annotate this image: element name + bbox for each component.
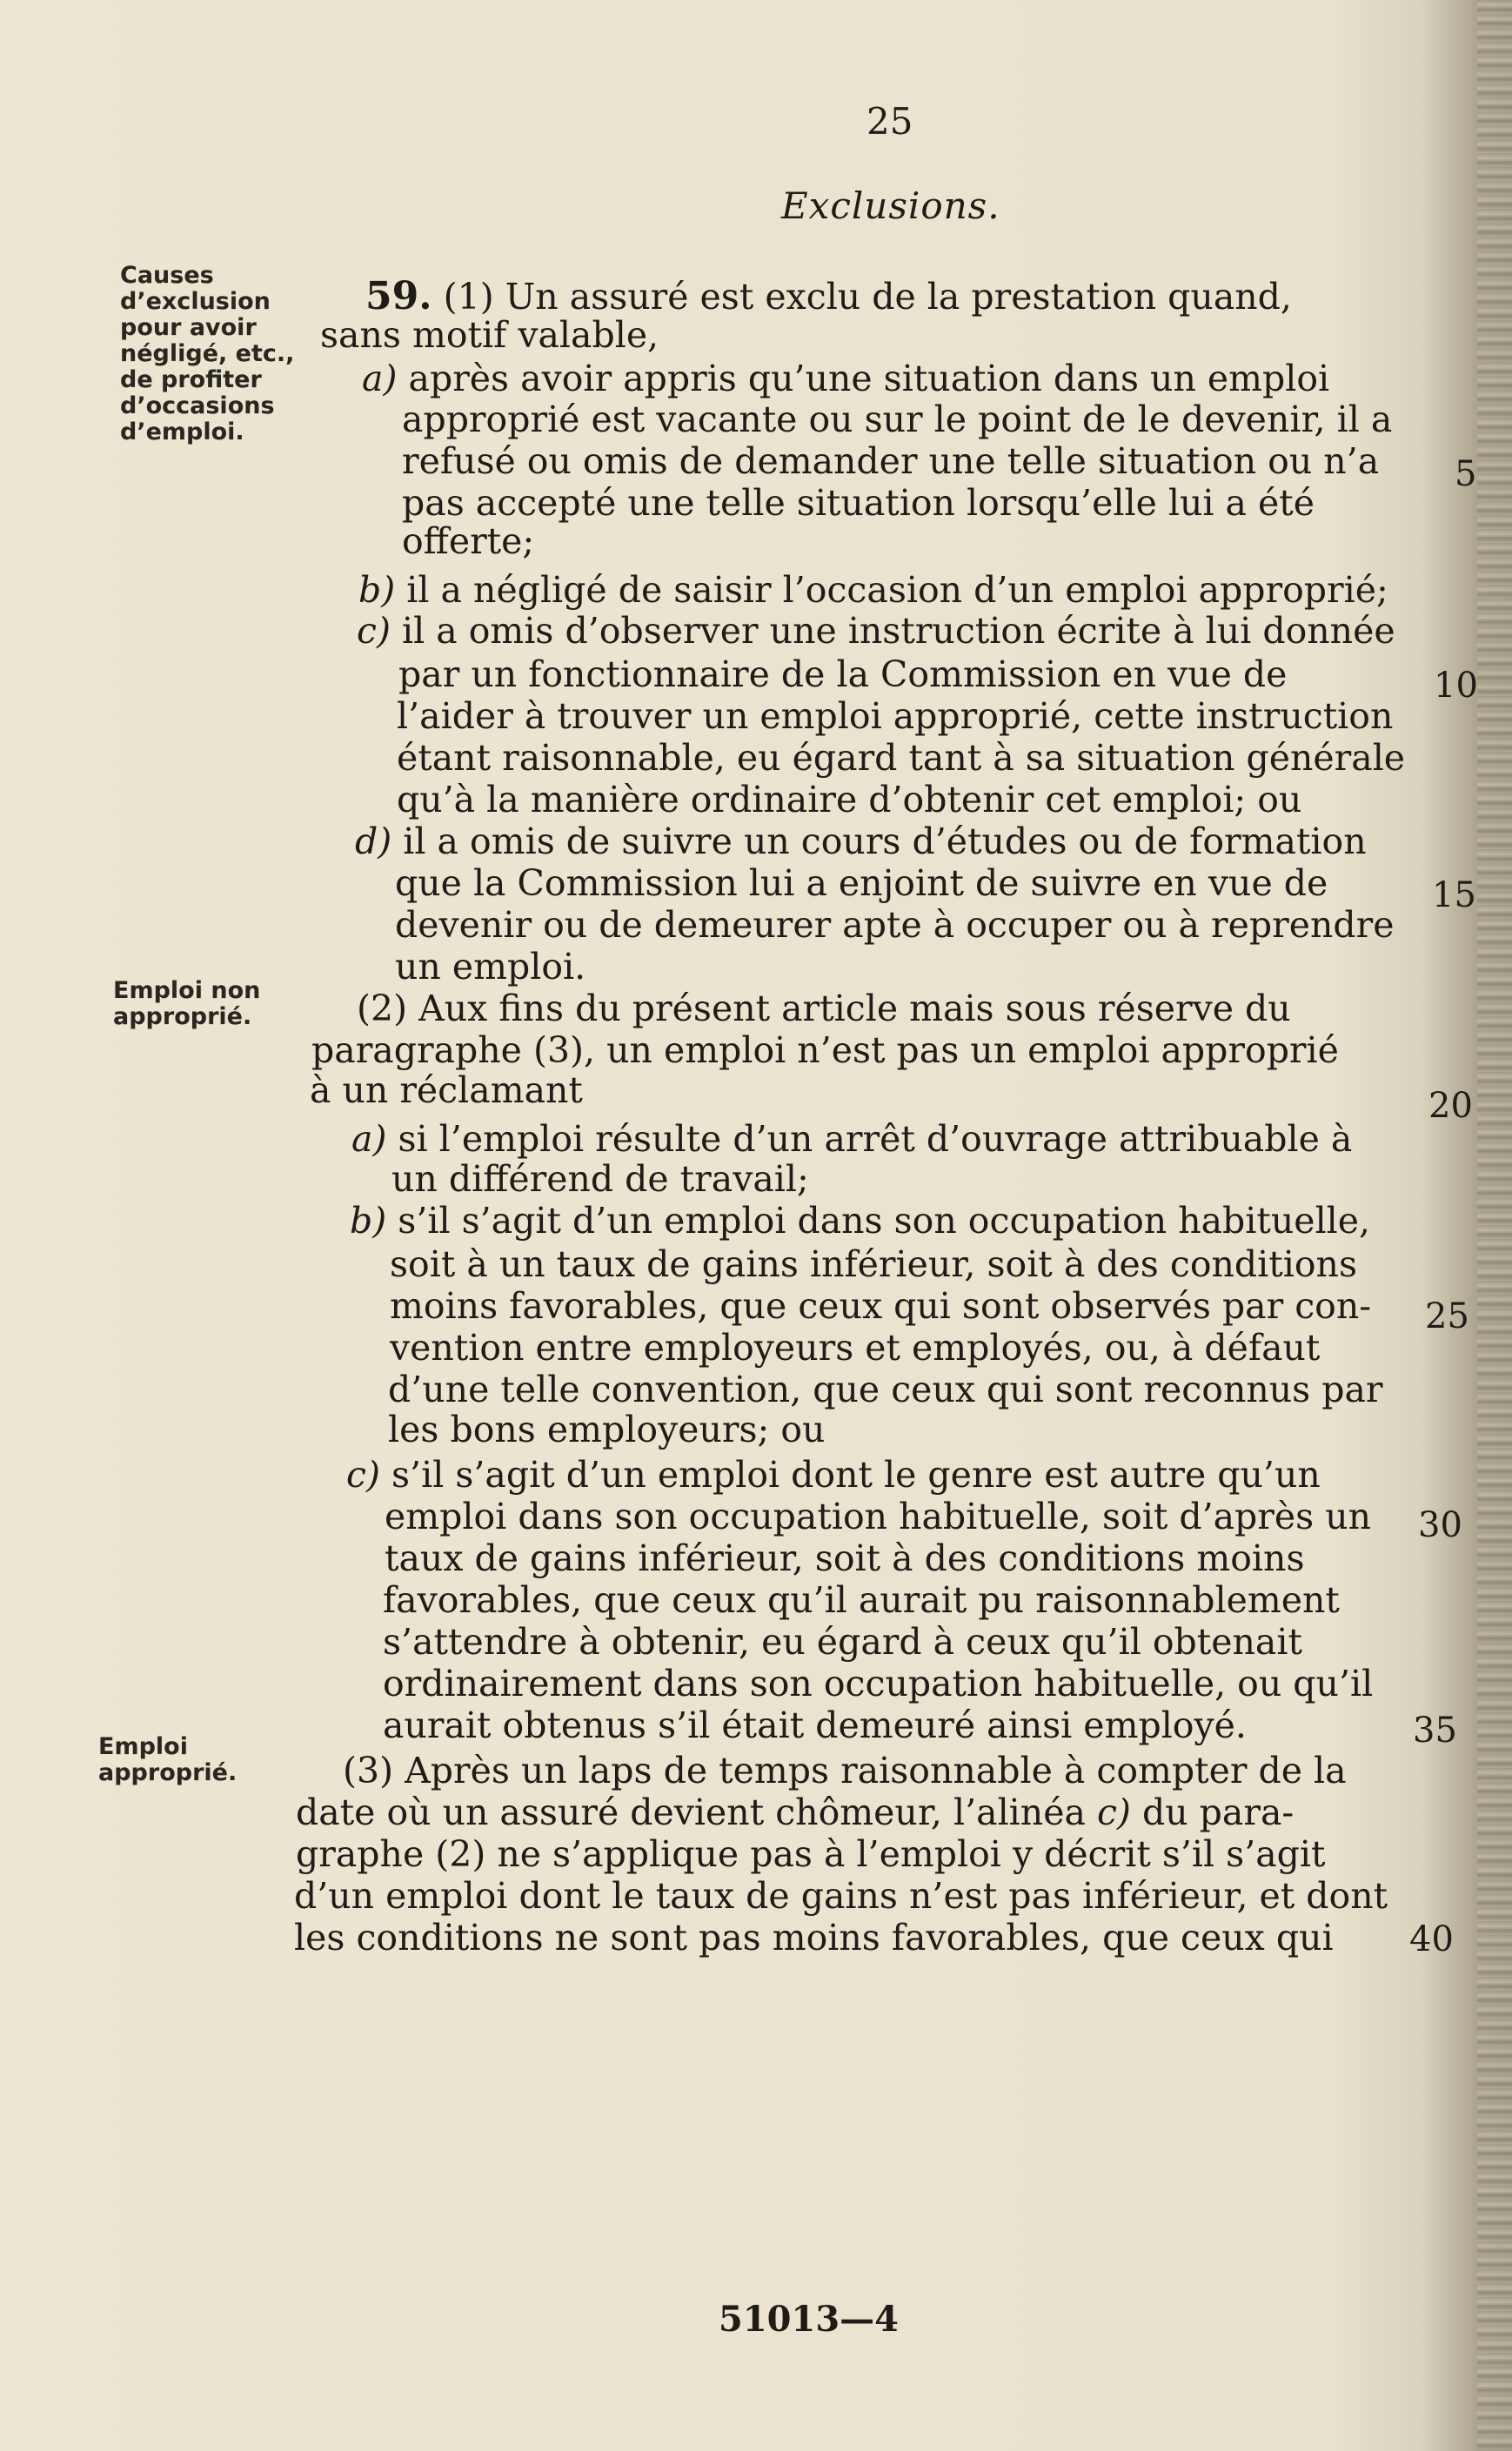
body-line: d’une telle convention, que ceux qui sont reconnus par	[388, 1369, 1383, 1410]
body-line	[351, 1119, 1352, 1159]
alinea-marker: c)	[357, 610, 391, 652]
body-text: il a omis d’observer une instruction écrite à lui donnée	[402, 610, 1395, 652]
body-line: (2) Aux fins du présent article mais sous réserve du	[357, 988, 1291, 1029]
alinea-marker: a)	[362, 358, 398, 399]
alinea-marker: a)	[351, 1118, 387, 1160]
line-number: 20	[1428, 1086, 1473, 1126]
margin-note-line: Emploi	[98, 1733, 188, 1760]
body-line: graphe (2) ne s’applique pas à l’emploi y décrit s’il s’agit	[296, 1833, 1326, 1875]
margin-note-line: approprié.	[98, 1759, 238, 1786]
body-text: il a omis de suivre un cours d’études ou de formation	[403, 820, 1367, 862]
body-line: pas accepté une telle situation lorsqu’elle lui a été	[402, 482, 1315, 524]
body-text: du para-	[1141, 1791, 1295, 1833]
body-line: (3) Après un laps de temps raisonnable à compter de la	[343, 1750, 1347, 1791]
line-number: 30	[1418, 1505, 1462, 1545]
alinea-marker: c)	[1096, 1791, 1131, 1833]
body-line: vention entre employeurs et employés, ou, à défaut	[390, 1327, 1321, 1369]
alinea-marker: b)	[350, 1200, 387, 1242]
body-text: (1) Un assuré est exclu de la prestation quand,	[443, 276, 1292, 318]
body-line: étant raisonnable, eu égard tant à sa situation générale	[397, 737, 1406, 779]
footer-print-code: 51013—4	[719, 2299, 899, 2340]
body-line	[357, 611, 1395, 651]
alinea-marker: c)	[346, 1454, 380, 1496]
page-number: 25	[866, 100, 913, 143]
body-line: s’attendre à obtenir, eu égard à ceux qu’il obtenait	[383, 1621, 1302, 1663]
margin-note-line: d’emploi.	[120, 419, 244, 445]
body-line: les conditions ne sont pas moins favorables, que ceux qui	[294, 1917, 1334, 1959]
body-line: paragraphe (3), un emploi n’est pas un emploi approprié	[311, 1029, 1339, 1071]
body-line: approprié est vacante ou sur le point de le devenir, il a	[402, 398, 1393, 440]
body-line	[362, 358, 1329, 398]
body-text: si l’emploi résulte d’un arrêt d’ouvrage attribuable à	[398, 1118, 1353, 1160]
body-line: moins favorables, que ceux qui sont observés par con-	[390, 1285, 1372, 1327]
line-number: 25	[1425, 1296, 1469, 1336]
alinea-marker: b)	[358, 569, 396, 611]
body-line: l’aider à trouver un emploi approprié, cette instruction	[397, 695, 1394, 737]
body-text: il a négligé de saisir l’occasion d’un emploi approprié;	[406, 569, 1388, 611]
body-line: sans motif valable,	[320, 314, 659, 356]
body-text: après avoir appris qu’une situation dans un emploi	[408, 358, 1330, 399]
margin-note-line: approprié.	[113, 1003, 252, 1030]
body-line: aurait obtenus s’il était demeuré ainsi employé.	[383, 1704, 1247, 1746]
section-number: 59.	[365, 274, 432, 318]
body-line: emploi dans son occupation habituelle, soit d’après un	[385, 1496, 1372, 1537]
body-line: un différend de travail;	[391, 1158, 809, 1200]
margin-note-line: Causes	[120, 262, 214, 289]
book-spine-edge	[1477, 0, 1512, 2451]
body-line: d’un emploi dont le taux de gains n’est pas inférieur, et dont	[294, 1875, 1388, 1917]
line-number: 40	[1409, 1919, 1454, 1959]
line-number: 35	[1413, 1711, 1457, 1751]
section-heading: Exclusions.	[781, 184, 1000, 227]
body-line	[350, 1201, 1370, 1241]
body-line: favorables, que ceux qu’il aurait pu raisonnablement	[383, 1579, 1340, 1621]
body-line	[346, 1455, 1321, 1495]
body-line	[355, 821, 1367, 861]
alinea-marker: d)	[355, 820, 392, 862]
body-line	[358, 570, 1388, 610]
margin-note-line: de profiter	[120, 366, 262, 393]
margin-note-line: d’occasions	[120, 392, 275, 419]
line-number: 15	[1432, 875, 1476, 915]
margin-note-emploi-non-approprie	[113, 978, 287, 1030]
body-line: un emploi.	[395, 946, 586, 988]
body-line: par un fonctionnaire de la Commission en vue de	[398, 653, 1288, 695]
margin-note-line: pour avoir	[120, 314, 257, 341]
body-line: refusé ou omis de demander une telle situation ou n’a	[402, 440, 1380, 482]
margin-note-line: Emploi non	[113, 977, 261, 1004]
body-text: date où un assuré devient chômeur, l’alinéa	[296, 1791, 1086, 1833]
body-line: offerte;	[402, 520, 535, 562]
margin-note-causes-exclusion	[120, 263, 294, 445]
body-line: qu’à la manière ordinaire d’obtenir cet emploi; ou	[397, 779, 1302, 820]
body-line: les bons employeurs; ou	[388, 1409, 826, 1450]
body-line: ordinairement dans son occupation habituelle, ou qu’il	[383, 1663, 1374, 1704]
body-line: que la Commission lui a enjoint de suivre en vue de	[395, 862, 1328, 904]
body-text: s’il s’agit d’un emploi dans son occupation habituelle,	[398, 1200, 1371, 1242]
body-line: devenir ou de demeurer apte à occuper ou à reprendre	[395, 904, 1395, 946]
margin-note-line: d’exclusion	[120, 288, 271, 315]
margin-note-emploi-approprie	[98, 1734, 272, 1786]
body-line: soit à un taux de gains inférieur, soit à des conditions	[390, 1243, 1358, 1285]
line-number: 5	[1455, 454, 1477, 494]
body-line: à un réclamant	[310, 1069, 583, 1111]
body-text: s’il s’agit d’un emploi dont le genre est autre qu’un	[391, 1454, 1321, 1496]
body-line	[365, 274, 1292, 318]
body-line: taux de gains inférieur, soit à des conditions moins	[385, 1537, 1305, 1579]
line-number: 10	[1434, 666, 1478, 706]
body-line	[296, 1792, 1294, 1832]
margin-note-line: négligé, etc.,	[120, 340, 295, 367]
